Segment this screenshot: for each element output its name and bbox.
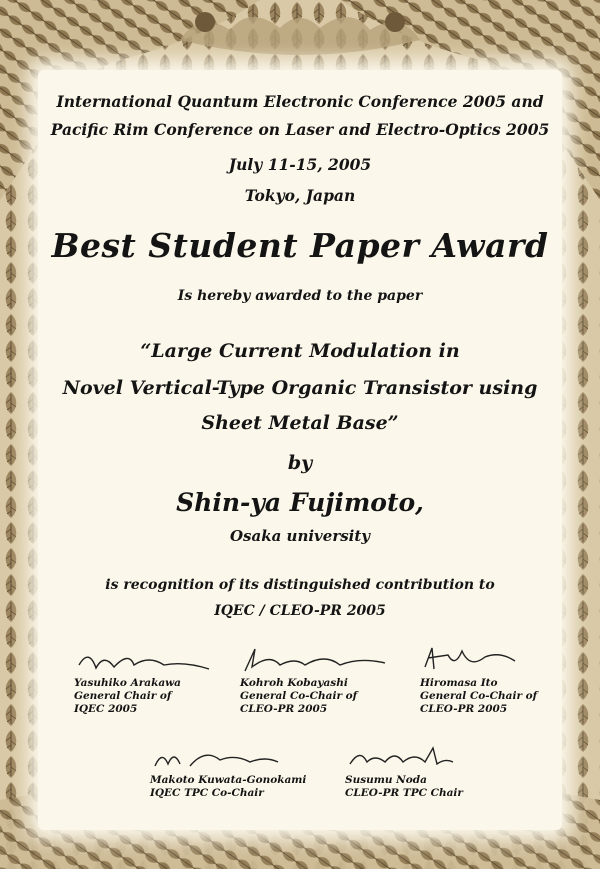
recipient-affiliation: Osaka university <box>229 527 371 545</box>
conference-dates: July 11-15, 2005 <box>228 155 372 174</box>
signature-scribble <box>345 740 455 774</box>
signature-scribble <box>420 643 530 677</box>
signature-block-arakawa <box>74 643 214 716</box>
conference-line-2: Pacific Rim Conference on Laser and Electro-Optics 2005 <box>50 120 550 139</box>
signatory-name: Susumu Noda <box>345 774 427 786</box>
signature-block-kobayashi <box>240 643 390 716</box>
signatory-role: CLEO-PR TPC Chair <box>345 787 463 799</box>
signatory-role: General Co-Chair of <box>420 690 538 702</box>
signature-block-noda <box>345 740 463 800</box>
signatory-name: Makoto Kuwata-Gonokami <box>150 774 307 786</box>
conference-location: Tokyo, Japan <box>244 186 356 205</box>
signature-block-ito <box>420 643 537 716</box>
signatory-name: Kohroh Kobayashi <box>240 677 348 689</box>
signatory-role: IQEC 2005 <box>74 703 138 715</box>
recipient-name: Shin-ya Fujimoto, <box>176 488 424 517</box>
signatory-name: Hiromasa Ito <box>420 677 498 689</box>
award-intro: Is hereby awarded to the paper <box>177 288 423 304</box>
paper-title-line-3: Sheet Metal Base” <box>201 412 399 434</box>
signatory-role: General Chair of <box>74 690 172 702</box>
award-title: Best Student Paper Award <box>51 226 549 265</box>
event-name: IQEC / CLEO-PR 2005 <box>214 603 386 619</box>
signature-scribble <box>74 643 214 677</box>
signature-block-kuwata-gonokami <box>150 740 306 800</box>
conference-line-1: International Quantum Electronic Conference 2005 and <box>56 92 544 111</box>
paper-title-line-1: “Large Current Modulation in <box>140 340 460 362</box>
signatory-role: CLEO-PR 2005 <box>240 703 328 715</box>
by-text: by <box>287 452 313 474</box>
signature-scribble <box>150 740 280 774</box>
signature-scribble <box>240 643 390 677</box>
signatory-role: IQEC TPC Co-Chair <box>150 787 264 799</box>
signatory-role: General Co-Chair of <box>240 690 358 702</box>
signatory-name: Yasuhiko Arakawa <box>74 677 181 689</box>
signatory-role: CLEO-PR 2005 <box>420 703 508 715</box>
recognition-text: is recognition of its distinguished contribution to <box>105 577 495 593</box>
paper-title-line-2: Novel Vertical-Type Organic Transistor using <box>62 377 538 399</box>
